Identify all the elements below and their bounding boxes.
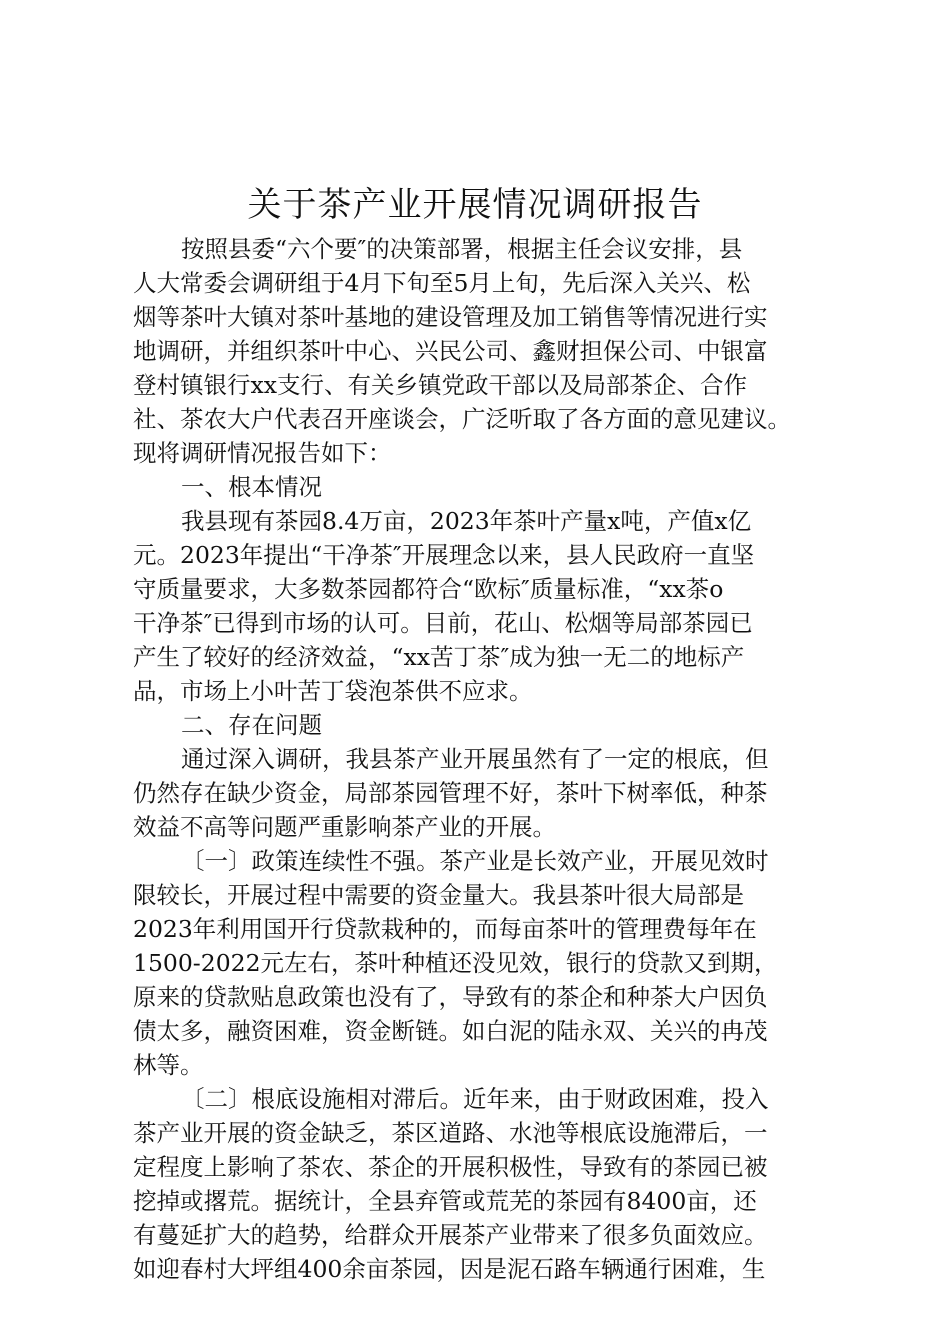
document-title: 关于茶产业开展情况调研报告 <box>247 185 703 225</box>
paragraph-first-line: 通过深入调研，我县茶产业开展虽然有了一定的根底，但 <box>181 745 769 773</box>
paragraph-line: 人大常委会调研组于4月下旬至5月上旬，先后深入关兴、松 <box>133 269 751 297</box>
document-body <box>133 232 833 1286</box>
paragraph-line: 限较长，开展过程中需要的资金量大。我县茶叶很大局部是 <box>133 881 744 909</box>
paragraph-line: 有蔓延扩大的趋势，给群众开展茶产业带来了很多负面效应。 <box>133 1221 768 1249</box>
paragraph-line: 债太多，融资困难，资金断链。如白泥的陆永双、关兴的冉茂 <box>133 1017 768 1045</box>
paragraph-line: 挖掉或撂荒。据统计，全县弃管或荒芜的茶园有8400亩，还 <box>133 1187 757 1215</box>
paragraph-first-line: 按照县委“六个要″的决策部署，根据主任会议安排，县 <box>181 235 743 263</box>
paragraph-line: 登村镇银行xx支行、有关乡镇党政干部以及局部茶企、合作 <box>133 371 748 399</box>
paragraph-line: 如迎春村大坪组400余亩茶园，因是泥石路车辆通行困难，生 <box>133 1255 766 1283</box>
paragraph-line: 林等。 <box>133 1051 204 1079</box>
paragraph-line: 社、茶农大户代表召开座谈会，广泛听取了各方面的意见建议。 <box>133 405 791 433</box>
paragraph-line: 定程度上影响了茶农、茶企的开展积极性，导致有的茶园已被 <box>133 1153 768 1181</box>
paragraph-line: 元。2023年提出“干净茶″开展理念以来，县人民政府一直坚 <box>133 541 755 569</box>
paragraph-first-line: 〔一〕政策连续性不强。茶产业是长效产业，开展见效时 <box>181 847 769 875</box>
paragraph-line: 仍然存在缺少资金，局部茶园管理不好，茶叶下树率低，种茶 <box>133 779 768 807</box>
paragraph-line: 烟等茶叶大镇对茶叶基地的建设管理及加工销售等情况进行实 <box>133 303 768 331</box>
paragraph-line: 原来的贷款贴息政策也没有了，导致有的茶企和种茶大户因负 <box>133 983 768 1011</box>
paragraph-line: 干净茶″已得到市场的认可。目前，花山、松烟等局部茶园已 <box>133 609 753 637</box>
paragraph-first-line: 二、存在问题 <box>181 711 322 739</box>
paragraph-first-line: 我县现有茶园8.4万亩，2023年茶叶产量x吨，产值x亿 <box>181 507 752 535</box>
paragraph-first-line: 〔二〕根底设施相对滞后。近年来，由于财政困难，投入 <box>181 1085 769 1113</box>
paragraph-line: 1500-2022元左右，茶叶种植还没见效，银行的贷款又到期， <box>133 949 778 977</box>
paragraph-line: 品，市场上小叶苦丁袋泡茶供不应求。 <box>133 677 533 705</box>
paragraph-line: 守质量要求，大多数茶园都符合“欧标″质量标准，“xx茶o <box>133 575 724 603</box>
paragraph-first-line: 一、根本情况 <box>181 473 322 501</box>
paragraph-line: 效益不高等问题严重影响茶产业的开展。 <box>133 813 556 841</box>
paragraph-line: 现将调研情况报告如下： <box>133 439 392 467</box>
paragraph-line: 产生了较好的经济效益，“xx苦丁茶″成为独一无二的地标产 <box>133 643 745 671</box>
paragraph-line: 地调研，并组织茶叶中心、兴民公司、鑫财担保公司、中银富 <box>133 337 768 365</box>
paragraph-line: 2023年利用国开行贷款栽种的，而每亩茶叶的管理费每年在 <box>133 915 757 943</box>
paragraph-line: 茶产业开展的资金缺乏，茶区道路、水池等根底设施滞后，一 <box>133 1119 768 1147</box>
